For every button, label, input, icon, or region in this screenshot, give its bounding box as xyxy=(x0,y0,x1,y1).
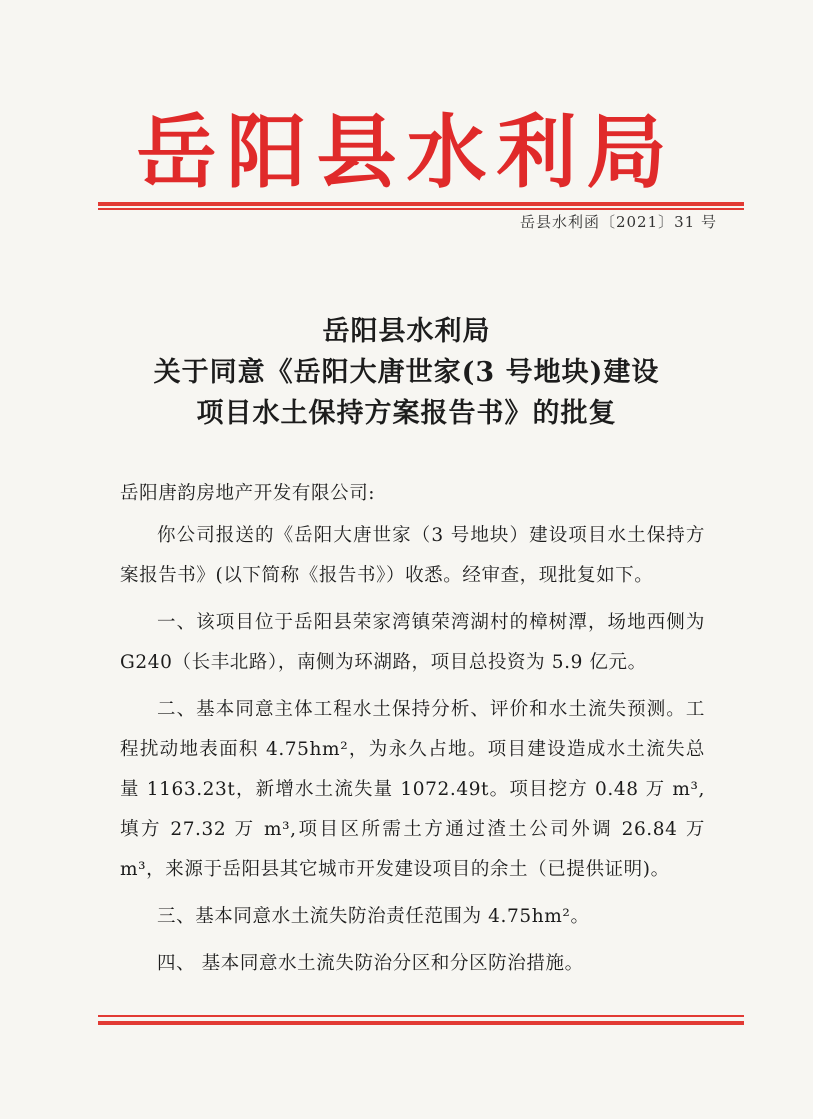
agency-letterhead: 岳阳县水利局 xyxy=(136,106,677,199)
body-paragraph: 你公司报送的《岳阳大唐世家（3 号地块）建设项目水土保持方案报告书》(以下简称《报告书》）收悉。经审查，现批复如下。 xyxy=(120,525,705,586)
body-paragraph: 三、基本同意水土流失防治责任范围为 4.75hm²。 xyxy=(157,906,590,927)
title-line-3: 项目水土保持方案报告书》的批复 xyxy=(196,398,617,429)
document-body xyxy=(120,474,705,984)
addressee: 岳阳唐韵房地产开发有限公司: xyxy=(120,483,376,504)
document-title xyxy=(0,311,813,434)
document-number: 岳县水利函〔2021〕31 号 xyxy=(519,213,717,231)
body-paragraph: 四、 基本同意水土流失防治分区和分区防治措施。 xyxy=(157,953,584,974)
letterhead-rule-thick xyxy=(98,202,744,206)
title-line-1: 岳阳县水利局 xyxy=(322,316,491,347)
body-paragraph: 一、该项目位于岳阳县荣家湾镇荣湾湖村的樟树潭，场地西侧为 G240（长丰北路），南侧为环湖路，项目总投资为 5.9 亿元。 xyxy=(120,612,705,673)
body-paragraph: 二、基本同意主体工程水土保持分析、评价和水土流失预测。工程扰动地表面积 4.75hm²，为永久占地。项目建设造成水土流失总量 1163.23t，新增水土流失量 1072.49t。项目挖方 0.48 万 m³,填方 27.32 万 m³,项目区所需土方通过渣土公司外调 26.84 万 m³，来源于岳阳县其它城市开发建设项目的余土（已提供证明)。 xyxy=(120,699,705,880)
footer-rule-thin xyxy=(98,1015,744,1017)
footer-rule-thick xyxy=(98,1021,744,1025)
title-line-2: 关于同意《岳阳大唐世家(3 号地块)建设 xyxy=(153,357,660,388)
letterhead-rule-thin xyxy=(98,208,744,210)
